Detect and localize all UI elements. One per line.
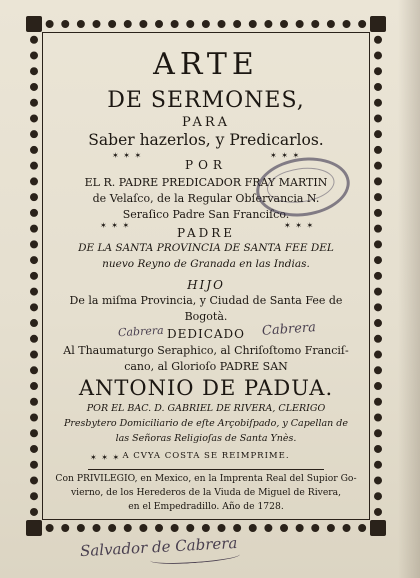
author-line: de Velaſco, de la Regular Obſervancia N. [92,192,320,205]
handwritten-inscription: Cabrera [117,323,164,340]
handwritten-signature: Salvador de Cabrera [79,533,238,561]
cost-note: A CVYA COSTA SE REIMPRIME. [122,451,290,461]
purpose-line: Saber hazerlos, y Predicarlos. [88,131,324,149]
ornament-stars: ✶ ✶ ✶ [90,453,121,462]
author-line: EL R. PADRE PREDICADOR FRAY MARTIN [84,176,328,189]
editor-line: Presbytero Domiciliario de eſte Arçobiſpado, y Capellan de [64,418,348,429]
por-line: POR [185,158,227,172]
imprint-rule [88,469,324,470]
library-stamp-ring [265,164,337,207]
border-corner-ornament [26,16,42,32]
padre-line: PADRE [176,226,236,240]
handwritten-inscription: Cabrera [261,320,317,339]
page-shadow [398,0,420,578]
book-title: ARTE [153,47,259,82]
dedication-line: Al Thaumaturgo Seraphico, al Chriſoſtomo Franciſ- [63,344,349,357]
author-line: Seraſico Padre San Franciſco. [122,208,290,221]
border-corner-ornament [26,520,42,536]
dedication-line: cano, al Glorioſo PADRE SAN [124,360,288,373]
origin-line: De la miſma Provincia, y Ciudad de Santa Fee de [69,294,343,307]
ornament-stars: ✶ ✶ ✶ [284,221,315,230]
border-corner-ornament [370,16,386,32]
imprint-line: vierno, de los Herederos de la Viuda de Miguel de Rivera, [70,487,342,498]
province-line: DE LA SANTA PROVINCIA DE SANTA FEE DEL [78,242,334,254]
saint-name: ANTONIO DE PADUA. [78,376,334,400]
para-line: PARA [181,115,231,130]
border-corner-ornament [370,520,386,536]
hijo-line: HIJO [187,278,225,292]
editor-line: POR EL BAC. D. GABRIEL DE RIVERA, CLERIGO [86,403,326,414]
origin-line: Bogotà. [184,310,228,323]
editor-line: las Señoras Religioſas de Santa Ynès. [115,433,297,444]
book-subtitle: DE SERMONES, [107,88,305,113]
imprint-line: en el Empedradillo. Año de 1728. [128,501,284,512]
dedicado-line: DEDICADO [166,327,246,341]
province-line: nuevo Reyno de Granada en las Indias. [102,258,310,270]
title-page-text [48,36,364,516]
ornament-stars: ✶ ✶ ✶ [270,151,301,160]
imprint-line: Con PRIVILEGIO, en Mexico, en la Imprenta Real del Supior Go- [55,473,357,484]
ornament-stars: ✶ ✶ ✶ [100,221,131,230]
ornament-stars: ✶ ✶ ✶ [112,151,143,160]
